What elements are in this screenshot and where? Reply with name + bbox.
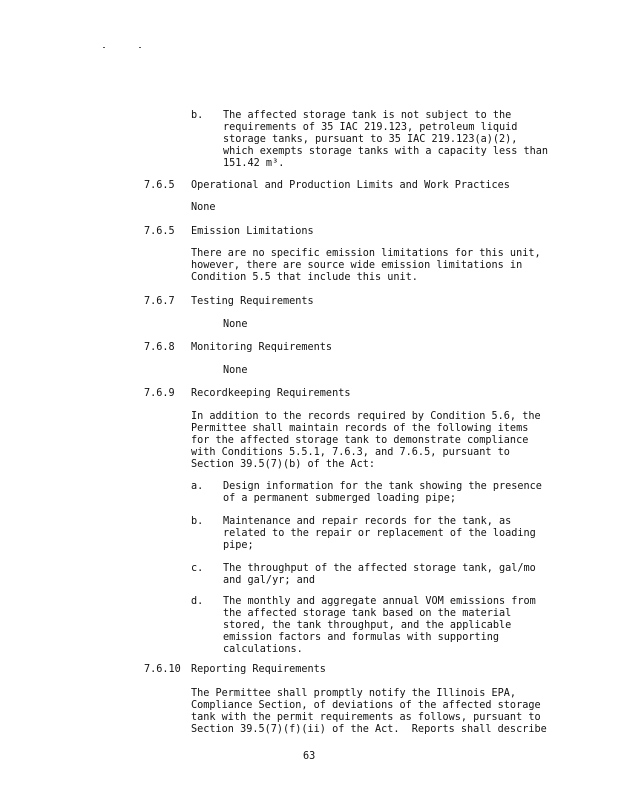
section-number: 7.6.7 [144, 296, 175, 307]
section-body: None [191, 202, 216, 213]
list-item-text: Maintenance and repair records for the tank, as related to the repair or replacement of the loading pipe; [223, 516, 536, 551]
section-number: 7.6.8 [144, 342, 175, 353]
list-item-text: The affected storage tank is not subject to the requirements of 35 IAC 219.123, petroleum liquid storage tanks, pursuant to 35 IAC 219.123(a)(2), which exempts storage tanks with a capacity less than 151.42 m³. [223, 110, 549, 169]
section-heading: Monitoring Requirements [191, 342, 333, 353]
page-number: 63 [303, 751, 316, 762]
list-item-label: a. [191, 481, 204, 492]
scan-speck [103, 47, 105, 48]
section-body: The Permittee shall promptly notify the Illinois EPA, Compliance Section, of deviations of the affected storage tank with the permit requirements as follows, pursuant to Section 39.5(7)(f)(ii) of the Act. Reports shall describe [191, 688, 547, 735]
list-item-label: d. [191, 596, 204, 607]
section-number: 7.6.5 [144, 180, 175, 191]
section-number: 7.6.9 [144, 388, 175, 399]
section-number: 7.6.5 [144, 226, 175, 237]
section-heading: Testing Requirements [191, 296, 314, 307]
section-heading: Operational and Production Limits and Work Practices [191, 180, 510, 191]
scan-speck [139, 47, 141, 48]
list-item-label: b. [191, 110, 204, 121]
section-body: There are no specific emission limitations for this unit, however, there are source wide emission limitations in Condition 5.5 that include this unit. [191, 248, 541, 283]
list-item-text: The throughput of the affected storage tank, gal/mo and gal/yr; and [223, 563, 536, 586]
section-body: None [223, 319, 248, 330]
section-body: In addition to the records required by Condition 5.6, the Permittee shall maintain records of the following items for the affected storage tank to demonstrate compliance with Conditions 5.5.1, 7.6.3, and 7.6.5, pursuant to Section 39.5(7)(b) of the Act: [191, 411, 541, 470]
section-heading: Reporting Requirements [191, 664, 326, 675]
list-item-label: b. [191, 516, 204, 527]
list-item-label: c. [191, 563, 204, 574]
section-heading: Recordkeeping Requirements [191, 388, 351, 399]
section-number: 7.6.10 [144, 664, 181, 675]
section-heading: Emission Limitations [191, 226, 314, 237]
list-item-text: The monthly and aggregate annual VOM emissions from the affected storage tank based on the material stored, the tank throughput, and the applicable emission factors and formulas with supporting calculations. [223, 596, 536, 655]
list-item-text: Design information for the tank showing the presence of a permanent submerged loading pipe; [223, 481, 542, 504]
section-body: None [223, 365, 248, 376]
